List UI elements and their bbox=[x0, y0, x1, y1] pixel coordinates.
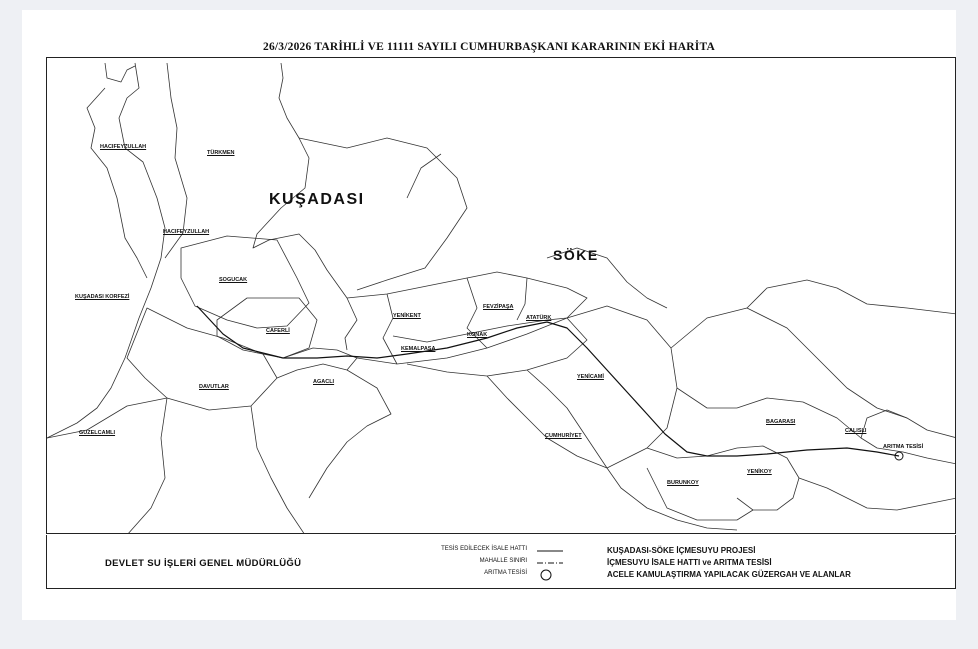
place-kemalpasa: KEMALPAŞA bbox=[401, 346, 436, 352]
coastline bbox=[47, 63, 165, 438]
place-caferli: CAFERLİ bbox=[266, 328, 290, 334]
place-burunkoy: BURUNKOY bbox=[667, 480, 699, 486]
place-soguccak: SOGUCAK bbox=[219, 277, 248, 283]
project-line-2: İÇMESUYU İSALE HATTI ve ARITMA TESİSİ bbox=[607, 558, 772, 567]
project-line-3: ACELE KAMULAŞTIRMA YAPILACAK GÜZERGAH VE ALANLAR bbox=[607, 570, 851, 579]
agacli-boundary bbox=[283, 348, 357, 370]
legend-pipeline-symbol bbox=[537, 549, 563, 553]
place-calisli: CALISLI bbox=[845, 428, 867, 434]
place-agacli: AGACLI bbox=[313, 379, 335, 385]
place-hacifeyzullah-2: HACIFEYZULLAH bbox=[163, 229, 210, 235]
place-fevzipasa: FEVZİPAŞA bbox=[483, 304, 514, 310]
legend-boundary-label: MAHALLE SINIRI bbox=[479, 558, 527, 564]
legend-treatment-label: ARITMA TESİSİ bbox=[484, 570, 527, 576]
place-guzelcamli: GUZELCAMLI bbox=[79, 430, 116, 436]
yenicami-boundary bbox=[567, 306, 677, 458]
project-line-1: KUŞADASI-SÖKE İÇMESUYU PROJESİ bbox=[607, 546, 756, 555]
map-title: 26/3/2026 TARİHLİ VE 11111 SAYILI CUMHURBAŞKANI KARARININ EKİ HARİTA bbox=[263, 41, 715, 53]
place-yenicami: YENİCAMİ bbox=[577, 374, 604, 380]
legend-treatment-symbol bbox=[539, 568, 553, 582]
davutlar-boundary bbox=[127, 308, 277, 410]
burunkoy-boundary bbox=[647, 468, 753, 520]
district-soke: SÖKE bbox=[553, 247, 599, 263]
place-hacifeyzullah-1: HACIFEYZULLAH bbox=[100, 144, 147, 150]
legend-box bbox=[46, 535, 956, 589]
place-konak: KONAK bbox=[467, 332, 488, 338]
place-cumhuriyet: CUMHURİYET bbox=[545, 433, 582, 439]
legend-boundary-symbol bbox=[537, 561, 563, 565]
guzelcamli-boundary bbox=[47, 398, 167, 534]
place-turkmen: TÜRKMEN bbox=[207, 150, 235, 156]
place-yenikent: YENİKENT bbox=[393, 313, 421, 319]
place-kusadasi-korfezi: KUŞADASI KORFEZİ bbox=[75, 294, 130, 300]
legend-pipeline-label: TESİS EDİLECEK İSALE HATTI bbox=[441, 546, 527, 552]
place-davutlar: DAVUTLAR bbox=[199, 384, 229, 390]
place-bagarasi: BAGARASI bbox=[766, 419, 796, 425]
place-yenikoy: YENİKOY bbox=[747, 469, 772, 475]
district-kusadasi: KUŞADASI bbox=[269, 191, 365, 208]
map-boundaries bbox=[47, 58, 956, 534]
organization-name: DEVLET SU İŞLERİ GENEL MÜDÜRLÜĞÜ bbox=[105, 558, 302, 569]
map-frame bbox=[46, 57, 956, 534]
cumhuriyet-boundary bbox=[527, 370, 607, 468]
place-aritma-tesisi: ARITMA TESİSİ bbox=[883, 444, 924, 450]
place-ataturk: ATATÜRK bbox=[526, 315, 552, 321]
